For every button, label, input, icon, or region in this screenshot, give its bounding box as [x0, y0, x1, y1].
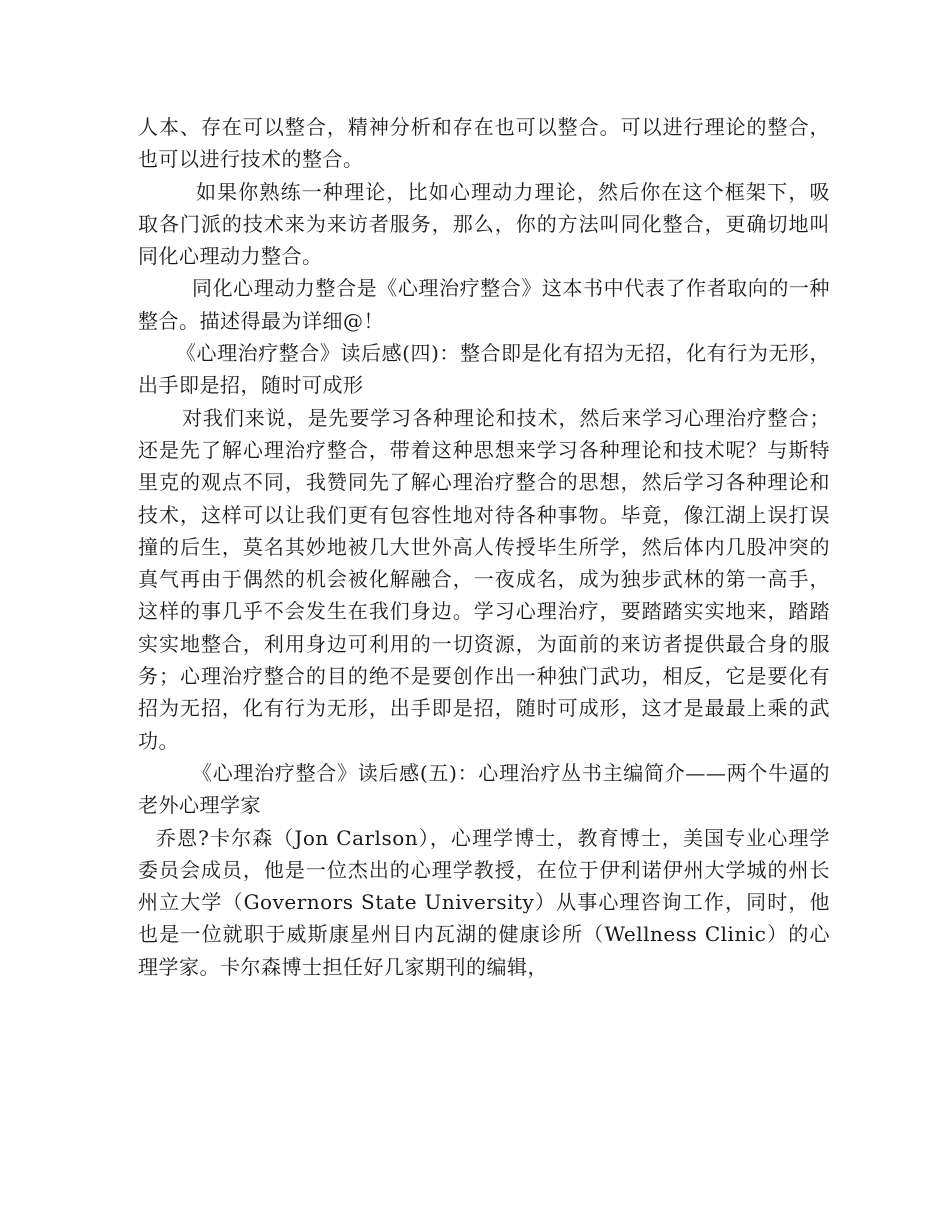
- section-heading-4: 《心理治疗整合》读后感(四)：整合即是化有招为无招，化有行为无形，出手即是招，随时可成形: [138, 341, 830, 398]
- paragraph-4: 对我们来说，是先要学习各种理论和技术，然后来学习心理治疗整合；还是先了解心理治疗整合，带着这种思想来学习各种理论和技术呢？与斯特里克的观点不同，我赞同先了解心理治疗整合的思想，然后学习各种理论和技术，这样可以让我们更有包容性地对待各种事物。毕竟，像江湖上误打误撞的后生，莫名其妙地被几大世外高人传授毕生所学，然后体内几股冲突的真气再由于偶然的机会被化解融合，一夜成名，成为独步武林的第一高手，这样的事几乎不会发生在我们身边。学习心理治疗，要踏踏实实地来，踏踏实实地整合，利用身边可利用的一切资源，为面前的来访者提供最合身的服务；心理治疗整合的目的绝不是要创作出一种独门武功，相反，它是要化有招为无招，化有行为无形，出手即是招，随时可成形，这才是最最上乘的武功。: [138, 405, 830, 753]
- paragraph-1: 人本、存在可以整合，精神分析和存在也可以整合。可以进行理论的整合，也可以进行技术的整合。: [138, 115, 830, 172]
- paragraph-5: 乔恩?卡尔森（Jon Carlson），心理学博士，教育博士，美国专业心理学委员会成员，他是一位杰出的心理学教授，在位于伊利诺伊州大学城的州长州立大学（Governors State University）从事心理咨询工作，同时，他也是一位就职于威斯康星州日内瓦湖的健康诊所（Wellness Clinic）的心理学家。卡尔森博士担任好几家期刊的编辑，: [138, 825, 830, 979]
- document-body: [138, 111, 830, 983]
- paragraph-3: 同化心理动力整合是《心理治疗整合》这本书中代表了作者取向的一种整合。描述得最为详细@！: [138, 276, 830, 333]
- paragraph-2: 如果你熟练一种理论，比如心理动力理论，然后你在这个框架下，吸取各门派的技术来为来访者服务，那么，你的方法叫同化整合，更确切地叫同化心理动力整合。: [138, 179, 830, 269]
- section-heading-5: 《心理治疗整合》读后感(五)：心理治疗丛书主编简介——两个牛逼的老外心理学家: [138, 760, 830, 818]
